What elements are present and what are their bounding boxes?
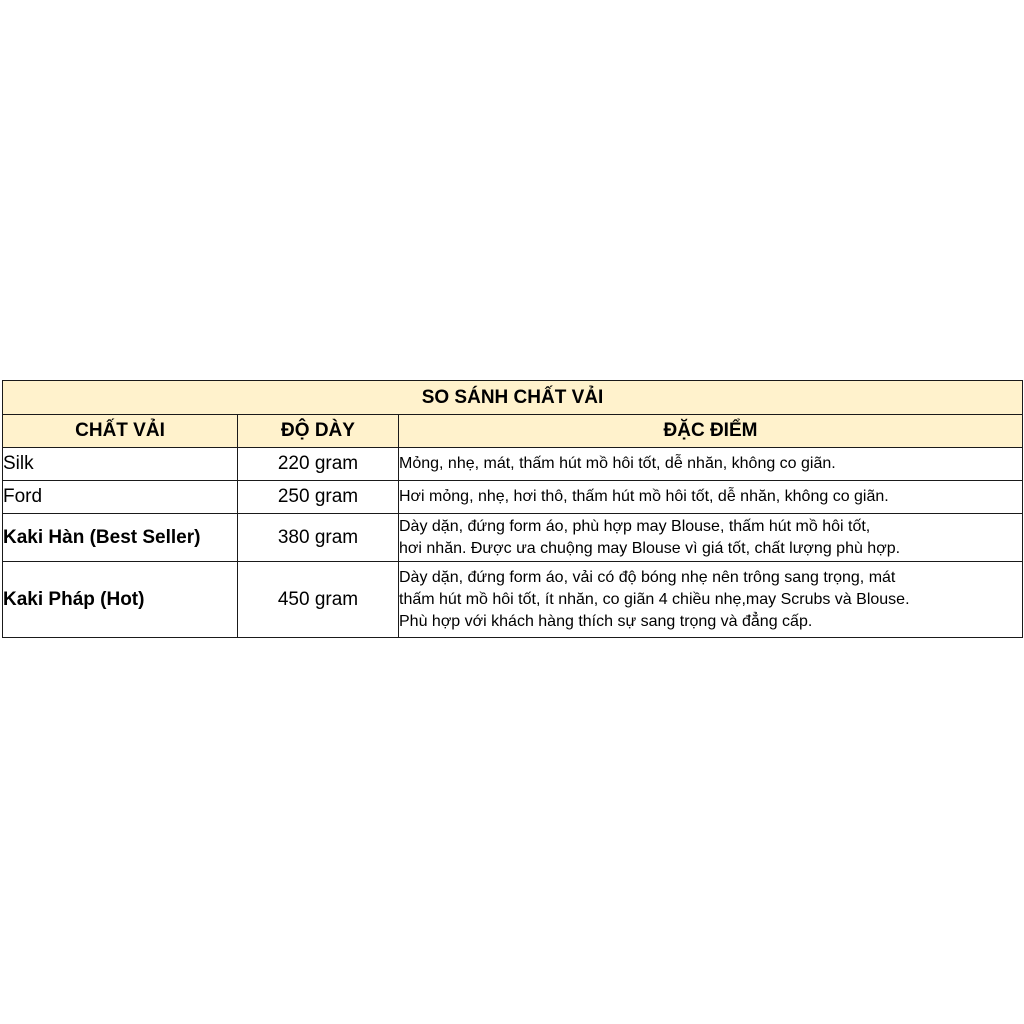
table-header-row xyxy=(3,415,1023,448)
fabric-comparison-table xyxy=(2,380,1023,638)
table-title: SO SÁNH CHẤT VẢI xyxy=(3,381,1023,415)
features-line: thấm hút mồ hôi tốt, ít nhăn, co giãn 4 chiều nhẹ,may Scrubs và Blouse. xyxy=(399,590,910,608)
features-line: Dày dặn, đứng form áo, vải có độ bóng nhẹ nên trông sang trọng, mát xyxy=(399,568,896,586)
fabric-name-cell: Silk xyxy=(3,448,238,481)
column-header-fabric: CHẤT VẢI xyxy=(3,415,238,448)
thickness-cell: 450 gram xyxy=(238,562,399,638)
column-header-features: ĐẶC ĐIỂM xyxy=(399,415,1023,448)
features-cell xyxy=(399,562,1023,638)
features-line: Hơi mỏng, nhẹ, hơi thô, thấm hút mồ hôi tốt, dễ nhăn, không co giãn. xyxy=(399,488,889,505)
column-header-thickness: ĐỘ DÀY xyxy=(238,415,399,448)
features-cell xyxy=(399,481,1023,514)
thickness-cell: 220 gram xyxy=(238,448,399,481)
table-row xyxy=(3,448,1023,481)
table-row xyxy=(3,562,1023,638)
thickness-cell: 380 gram xyxy=(238,514,399,562)
table-title-row xyxy=(3,381,1023,415)
features-cell xyxy=(399,448,1023,481)
features-line: Mỏng, nhẹ, mát, thấm hút mồ hôi tốt, dễ nhăn, không co giãn. xyxy=(399,455,836,472)
features-line: Phù hợp với khách hàng thích sự sang trọng và đẳng cấp. xyxy=(399,612,813,630)
fabric-name-cell: Ford xyxy=(3,481,238,514)
thickness-cell: 250 gram xyxy=(238,481,399,514)
table-row xyxy=(3,481,1023,514)
features-line: hơi nhăn. Được ưa chuộng may Blouse vì giá tốt, chất lượng phù hợp. xyxy=(399,539,901,557)
fabric-name-cell: Kaki Hàn (Best Seller) xyxy=(3,514,238,562)
features-line: Dày dặn, đứng form áo, phù hợp may Blouse, thấm hút mồ hôi tốt, xyxy=(399,517,871,535)
fabric-name-cell: Kaki Pháp (Hot) xyxy=(3,562,238,638)
table-row xyxy=(3,514,1023,562)
features-cell xyxy=(399,514,1023,562)
